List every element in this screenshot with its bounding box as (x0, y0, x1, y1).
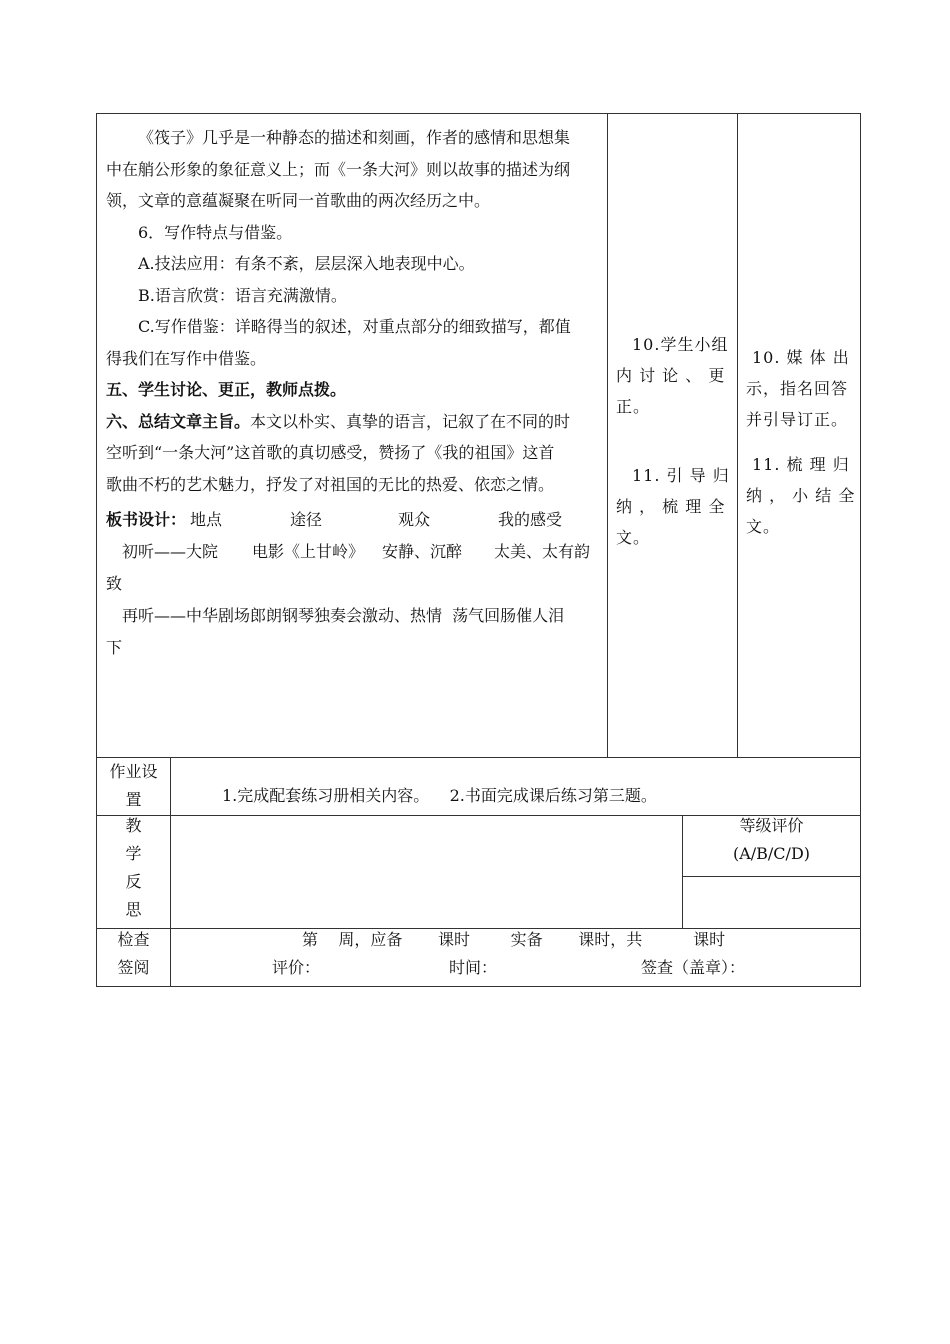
reflection-char: 学 (125, 844, 142, 863)
teacher-line: 并引导订正。 (746, 410, 849, 429)
grade-evaluation (683, 812, 860, 868)
table-border-bottom (96, 986, 861, 987)
student-line: 正。 (616, 397, 651, 416)
student-line: 11. 引 导 归 (632, 466, 730, 485)
section-6-text: 本文以朴实、真挚的语言，记叙了在不同的时 (250, 411, 571, 431)
teacher-activity-11 (746, 449, 856, 542)
check-evaluation: 评价： (272, 958, 321, 977)
board-row1-way: 电影《上甘岭》 (252, 542, 365, 561)
check-label-line1: 检查 (117, 930, 150, 949)
main-teaching-content (106, 122, 600, 500)
divider-col2 (607, 113, 608, 757)
reflection-char: 思 (125, 900, 142, 919)
check-line1: 第 周，应备 课时 实备 课时，共 课时 (302, 930, 726, 949)
board-row2-cont: 下 (106, 638, 123, 657)
board-row1-audience: 安静、沉醉 (382, 542, 463, 561)
board-row1-cont: 致 (106, 574, 123, 593)
homework-label-line2: 置 (125, 790, 142, 809)
reflection-char: 教 (125, 816, 142, 835)
teacher-line: 10. 媒 体 出 (752, 348, 850, 367)
divider-row-homework (96, 757, 861, 758)
board-header-place: 地点 (190, 510, 223, 529)
divider-grade-mid (682, 876, 861, 877)
teacher-line: 文。 (746, 517, 781, 536)
content-line: 歌曲不朽的艺术魅力，抒发了对祖国的无比的热爱、依恋之情。 (106, 474, 555, 494)
grade-label: 等级评价 (739, 816, 804, 835)
table-border-top (96, 113, 861, 114)
board-row1-feeling: 太美、太有韵 (494, 542, 591, 561)
section-6-line (106, 406, 600, 438)
section-5-heading: 五、学生讨论、更正，教师点拨。 (106, 380, 347, 399)
teacher-activity-10 (746, 342, 856, 435)
student-activity-11 (616, 460, 730, 553)
check-label (97, 926, 170, 982)
board-header-feeling: 我的感受 (498, 510, 563, 529)
divider-col3 (737, 113, 738, 757)
divider-label-col (170, 757, 171, 987)
content-line: 6．写作特点与借鉴。 (138, 222, 293, 242)
homework-label (97, 758, 170, 814)
table-border-right (860, 113, 861, 987)
board-row1-place: 初听——大院 (122, 542, 219, 561)
check-label-line2: 签阅 (117, 958, 150, 977)
content-line: C.写作借鉴：详略得当的叙述，对重点部分的细致描写，都值 (138, 317, 571, 336)
check-time: 时间： (449, 958, 498, 977)
teacher-line: 示，指名回答 (746, 379, 849, 398)
reflection-label (97, 812, 170, 924)
teacher-line: 纳 ， 小 结 全 (746, 486, 856, 505)
content-line: B.语言欣赏：语言充满激情。 (138, 285, 347, 305)
content-line: 得我们在写作中借鉴。 (106, 348, 267, 368)
reflection-char: 反 (125, 872, 142, 891)
section-6-heading: 六、总结文章主旨。 (106, 411, 251, 431)
content-line: 中在艄公形象的象征意义上；而《一条大河》则以故事的描述为纲 (106, 159, 571, 179)
board-heading: 板书设计： (106, 510, 187, 529)
student-activity-10 (616, 329, 730, 422)
board-row2: 再听——中华剧场郎朗钢琴独奏会激动、热情 荡气回肠催人泪 (122, 606, 565, 625)
content-line: 空听到“一条大河”这首歌的真切感受，赞扬了《我的祖国》这首 (106, 443, 555, 462)
homework-content: 1.完成配套练习册相关内容。 2.书面完成课后练习第三题。 (222, 786, 657, 805)
student-line: 纳 ， 梳 理 全 (616, 497, 726, 516)
grade-options: (A/B/C/D) (732, 844, 811, 863)
board-header-way: 途径 (290, 510, 323, 529)
student-line: 文。 (616, 528, 651, 547)
student-line: 10.学生小组 (632, 335, 729, 354)
check-signature: 签查（盖章）： (641, 958, 746, 977)
content-line: 领，文章的意蕴凝聚在听同一首歌曲的两次经历之中。 (106, 191, 491, 210)
teacher-line: 11. 梳 理 归 (752, 455, 850, 474)
homework-label-line1: 作业设 (109, 762, 158, 781)
board-header-audience: 观众 (398, 510, 431, 529)
student-line: 内 讨 论 、 更 (616, 366, 726, 385)
content-line: 《筏子》几乎是一种静态的描述和刻画，作者的感情和思想集 (138, 128, 571, 147)
content-line: A.技法应用：有条不紊，层层深入地表现中心。 (138, 254, 475, 273)
